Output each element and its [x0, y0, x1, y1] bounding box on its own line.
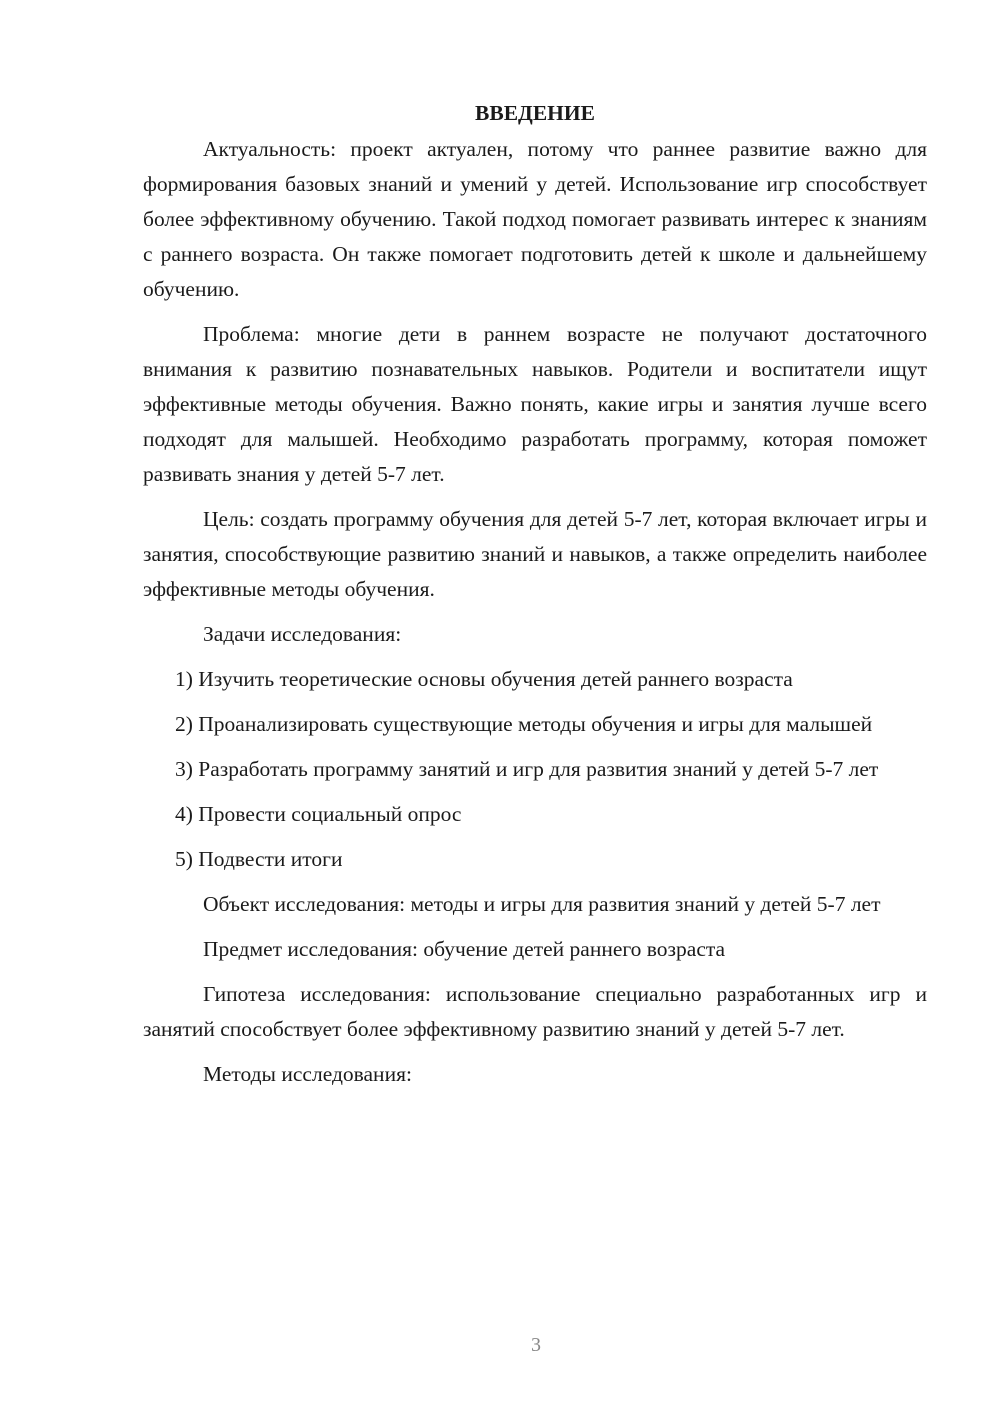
- task-item-1: 1) Изучить теоретические основы обучения детей раннего возраста: [175, 667, 793, 691]
- tasks-heading: Задачи исследования:: [203, 622, 402, 646]
- paragraph-goal: Цель: создать программу обучения для детей 5-7 лет, которая включает игры и занятия, способствующие развитию знаний и навыков, а также определить наиболее эффективные методы обучения.: [143, 507, 927, 601]
- methods-heading: Методы исследования:: [203, 1062, 412, 1086]
- paragraph-subject: Предмет исследования: обучение детей раннего возраста: [203, 937, 726, 961]
- section-title: ВВЕДЕНИЕ: [475, 101, 595, 125]
- task-item-3: 3) Разработать программу занятий и игр для развития знаний у детей 5-7 лет: [175, 757, 879, 781]
- page-number: 3: [531, 1334, 541, 1356]
- task-item-5: 5) Подвести итоги: [175, 847, 343, 871]
- paragraph-hypothesis: Гипотеза исследования: использование специально разработанных игр и занятий способствует более эффективному развитию знаний у детей 5-7 лет.: [143, 982, 927, 1041]
- task-item-4: 4) Провести социальный опрос: [175, 802, 462, 826]
- paragraph-relevance: Актуальность: проект актуален, потому что раннее развитие важно для формирования базовых знаний и умений у детей. Использование игр способствует более эффективному обучению. Такой подход помогает развивать интерес к знаниям с раннего возраста. Он также помогает подготовить детей к школе и дальнейшему обучению.: [143, 137, 927, 301]
- paragraph-problem: Проблема: многие дети в раннем возрасте не получают достаточного внимания к развитию познавательных навыков. Родители и воспитатели ищут эффективные методы обучения. Важно понять, какие игры и занятия лучше всего подходят для малышей. Необходимо разработать программу, которая поможет развивать знания у детей 5-7 лет.: [143, 322, 927, 486]
- document-body: [143, 96, 927, 1102]
- paragraph-object: Объект исследования: методы и игры для развития знаний у детей 5-7 лет: [203, 892, 881, 916]
- task-item-2: 2) Проанализировать существующие методы обучения и игры для малышей: [175, 712, 873, 736]
